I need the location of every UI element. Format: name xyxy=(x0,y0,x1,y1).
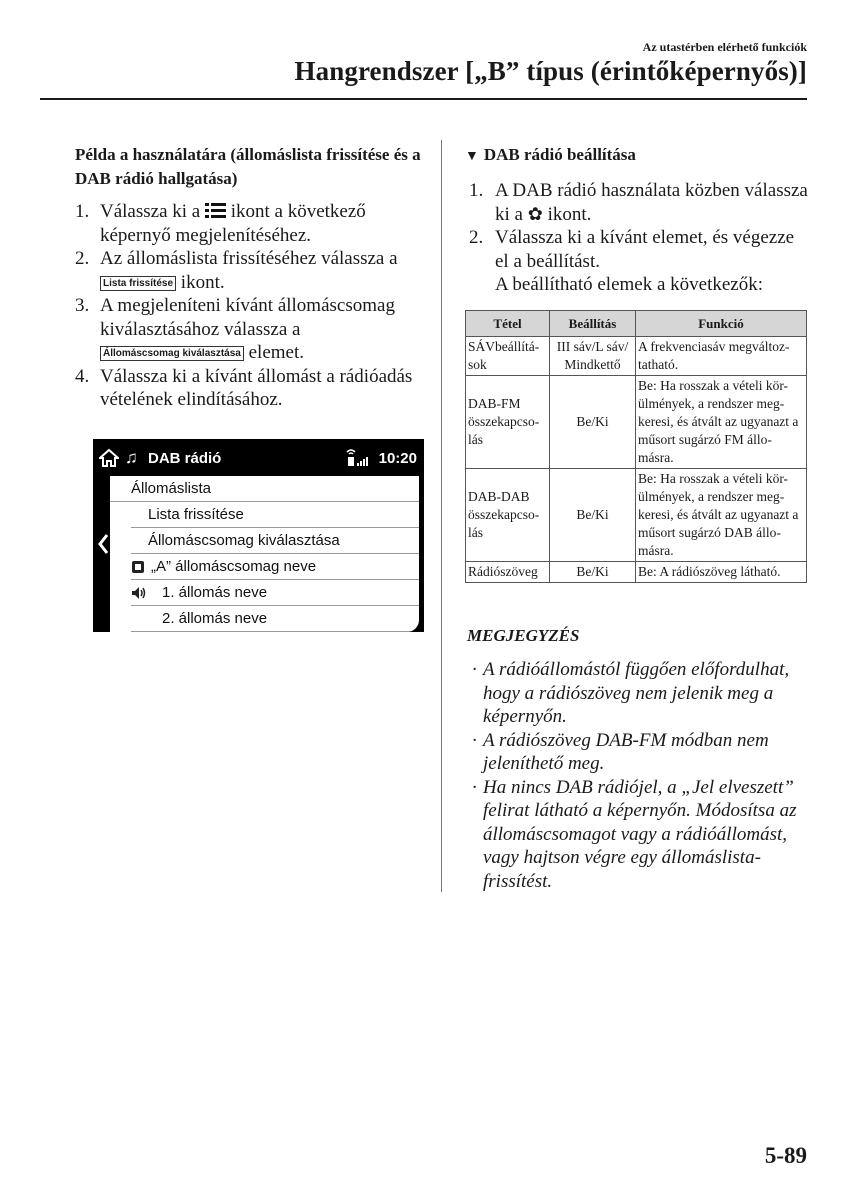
settings-steps xyxy=(465,179,810,273)
step-text: A DAB rádió használata közben válassza ki a xyxy=(495,180,808,225)
signal-icon xyxy=(345,448,373,468)
step-text: ikont. xyxy=(176,271,225,293)
screen-list-panel xyxy=(110,476,419,632)
table-cell: DAB-DAB összekapcso-lás xyxy=(466,469,550,562)
screen-title: DAB rádió xyxy=(148,450,222,467)
station-pack-item[interactable]: „A” állomáscsomag neve xyxy=(131,554,419,580)
table-cell: DAB-FM összekapcso-lás xyxy=(466,376,550,469)
table-cell: A frekvenciasáv megváltoz-tatható. xyxy=(636,337,807,376)
refresh-list-button-label: Lista frissítése xyxy=(100,276,176,291)
table-cell: Be: Ha rosszak a vételi kör-ülmények, a rendszer meg-keresi, és átvált az ugyanazt a műsort sugárzó FM állo-másra. xyxy=(636,376,807,469)
dab-radio-screen xyxy=(93,439,424,632)
table-row xyxy=(466,337,807,376)
refresh-list-item[interactable]: Lista frissítése xyxy=(131,502,419,528)
table-cell: Be/Ki xyxy=(550,562,636,583)
note-list xyxy=(472,658,812,893)
step-text: elemet. xyxy=(243,342,304,363)
note-item: · A rádióállomástól függően előfordulhat, hogy a rádiószöveg nem jelenik meg a képernyőn. xyxy=(472,658,812,729)
step-text: Az állomáslista frissítéséhez válassza a xyxy=(100,248,398,269)
dab-settings-heading: ▼ DAB rádió beállítása xyxy=(465,145,636,164)
back-chevron-icon[interactable] xyxy=(98,533,108,555)
select-pack-button-label: Állomáscsomag kiválasztása xyxy=(100,346,244,361)
note-item: · A rádiószöveg DAB-FM módban nem jeleníthető meg. xyxy=(472,729,812,776)
settings-step-2 xyxy=(465,226,810,273)
station-pack-icon xyxy=(132,561,144,573)
step-number: 1. xyxy=(469,180,484,201)
table-header-row xyxy=(466,311,807,337)
table-cell: III sáv/L sáv/ Mindkettő xyxy=(550,337,636,376)
step-4 xyxy=(75,365,425,412)
screen-status-bar xyxy=(93,439,424,477)
clock-time: 10:20 xyxy=(378,450,417,467)
table-row xyxy=(466,562,807,583)
settings-intro: A beállítható elemek a következők: xyxy=(495,274,764,295)
step-text: A megjeleníteni kívánt állomáscsomag kiválasztásához válassza a xyxy=(100,295,395,340)
page-title: Hangrendszer [„B” típus (érintőképernyős)] xyxy=(294,56,807,86)
step-number: 3. xyxy=(75,295,90,316)
station-item-1[interactable]: 1. állomás neve xyxy=(131,580,419,606)
title-rule xyxy=(40,98,807,100)
table-cell: Rádiószöveg xyxy=(466,562,550,583)
step-text: ikont a következő képernyő megjelenítéséhez. xyxy=(100,201,366,246)
table-row xyxy=(466,376,807,469)
step-1 xyxy=(75,200,425,247)
right-column xyxy=(465,143,810,297)
note-item: · Ha nincs DAB rádiójel, a „Jel elveszett” felirat látható a képernyőn. Módosítsa az állomáscsomagot vagy a rádióállomást, vagy hajtson végre egy állomáslista-frissítést. xyxy=(472,776,812,894)
step-text: Válassza ki a kívánt állomást a rádióadás vételének elindításához. xyxy=(100,365,413,410)
settings-table xyxy=(465,310,807,583)
step-2 xyxy=(75,247,425,294)
music-note-icon: ♫ xyxy=(125,448,138,467)
left-column xyxy=(75,143,425,412)
triangle-marker-icon: ▼ xyxy=(465,149,479,164)
table-cell: Be: Ha rosszak a vételi kör-ülmények, a rendszer meg-keresi, és átvált az ugyanazt a műsort sugárzó DAB állo-másra. xyxy=(636,469,807,562)
col-header-function: Funkció xyxy=(636,311,807,337)
table-row xyxy=(466,469,807,562)
table-cell: SÁVbeállítá-sok xyxy=(466,337,550,376)
note-title: MEGJEGYZÉS xyxy=(467,626,580,645)
step-number: 1. xyxy=(75,201,90,222)
gear-icon: ✿ xyxy=(527,203,543,224)
settings-step-1 xyxy=(465,179,810,226)
col-header-setting: Beállítás xyxy=(550,311,636,337)
column-divider xyxy=(441,140,442,892)
list-icon xyxy=(205,203,226,218)
example-subheading: Példa a használatára (állomáslista frissítése és a DAB rádió hallgatása) xyxy=(75,145,421,188)
home-icon[interactable] xyxy=(99,448,119,468)
table-cell: Be/Ki xyxy=(550,376,636,469)
step-text: ikont. xyxy=(542,203,592,225)
table-cell: Be: A rádiószöveg látható. xyxy=(636,562,807,583)
table-cell: Be/Ki xyxy=(550,469,636,562)
step-text: Válassza ki a kívánt elemet, és végezze el a beállítást. xyxy=(495,227,795,272)
col-header-item: Tétel xyxy=(466,311,550,337)
step-3 xyxy=(75,294,425,365)
step-number: 2. xyxy=(75,248,90,269)
step-number: 2. xyxy=(469,227,484,248)
page-number: 5-89 xyxy=(764,1143,807,1168)
select-station-pack-item[interactable]: Állomáscsomag kiválasztása xyxy=(131,528,419,554)
usage-steps xyxy=(75,200,425,412)
section-label: Az utastérben elérhető funkciók xyxy=(642,40,807,54)
station-item-2[interactable]: 2. állomás neve xyxy=(131,606,419,632)
step-text: Válassza ki a xyxy=(100,201,205,222)
step-number: 4. xyxy=(75,365,90,387)
station-list-header: Állomáslista xyxy=(110,476,419,502)
speaker-icon xyxy=(132,587,146,599)
